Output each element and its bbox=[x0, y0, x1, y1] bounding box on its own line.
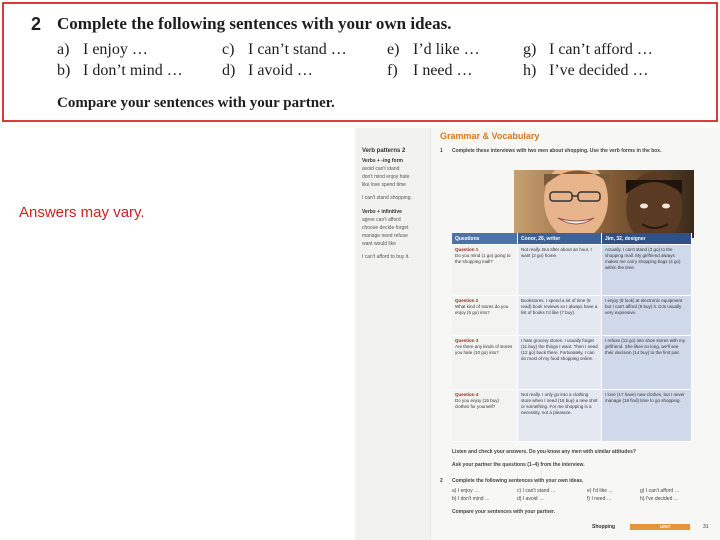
book-ex2-option: c) I can't stand … bbox=[517, 488, 556, 494]
jim-answer-cell: I enjoy (8 look) at electronic equipment but I can't afford (9 buy) it. DJs usually very expensive. bbox=[602, 296, 692, 336]
verb-box-line: avoid can't stand bbox=[362, 166, 400, 172]
option-text: I don’t mind … bbox=[83, 62, 183, 79]
question-text: Do you enjoy (15 buy) clothes for yourself? bbox=[455, 398, 500, 409]
question-title: Question 3 bbox=[455, 338, 479, 343]
jim-answer-cell: Actually, I can't stand (3 go) to the shopping mall. My girlfriend always makes me carry shopping bags (4 go) within the time. bbox=[602, 245, 692, 296]
question-title: Question 2 bbox=[455, 298, 479, 303]
question-cell bbox=[452, 336, 518, 390]
table-header-cell: Jim, 32, designer bbox=[602, 233, 692, 245]
book-ex2-option: g) I can't afford … bbox=[640, 488, 680, 494]
answers-note: Answers may vary. bbox=[19, 204, 145, 221]
option-letter: h) bbox=[523, 62, 537, 79]
grammar-vocabulary-heading: Grammar & Vocabulary bbox=[440, 131, 540, 141]
photo-two-men bbox=[514, 170, 694, 238]
verb-box-line: choose decide forget bbox=[362, 225, 409, 231]
verb-box-line: agree can't afford bbox=[362, 217, 401, 223]
question-title: Question 4 bbox=[455, 392, 479, 397]
verb-box-line: I can't stand shopping. bbox=[362, 195, 412, 201]
option-letter: d) bbox=[222, 62, 236, 79]
book-exercise-1-number: 1 bbox=[440, 148, 443, 154]
interview-table bbox=[452, 233, 692, 442]
question-cell bbox=[452, 296, 518, 336]
verb-box-line: want would like bbox=[362, 241, 396, 247]
table-row bbox=[452, 296, 692, 336]
verb-box-line: manage need refuse bbox=[362, 233, 408, 239]
exercise-number: 2 bbox=[31, 14, 42, 34]
book-ex2-option: e) I'd like … bbox=[587, 488, 614, 494]
question-cell bbox=[452, 245, 518, 296]
verb-box-title: Verb patterns 2 bbox=[362, 148, 406, 154]
option-letter: a) bbox=[57, 41, 70, 58]
table-header-row bbox=[452, 233, 692, 245]
footer-page-number: 31 bbox=[703, 524, 709, 530]
verb-box-line: I can't afford to buy it. bbox=[362, 254, 410, 260]
verb-box-line: like love spend time bbox=[362, 182, 406, 188]
listen-instruction: Listen and check your answers. Do you know any men with similar attitudes? bbox=[452, 449, 636, 455]
option-text: I’ve decided … bbox=[549, 62, 649, 79]
book-ex2-compare: Compare your sentences with your partner. bbox=[452, 509, 556, 515]
book-ex2-option: b) I don't mind … bbox=[452, 496, 490, 502]
question-text: Are there any kinds of stores you hate (10 go) into? bbox=[455, 344, 513, 355]
option-text: I can’t stand … bbox=[248, 41, 347, 58]
option-e bbox=[387, 41, 480, 59]
book-exercise-2-text: Complete the following sentences with your own ideas. bbox=[452, 478, 584, 484]
conor-answer-cell: I hate grocery stores. I usually forget (11 buy) the things I want. Then I need (12 go) back there. Fortunately, I can do most of my food shopping online. bbox=[518, 336, 602, 390]
ask-instruction: Ask your partner the questions (1–4) from the interview. bbox=[452, 462, 585, 468]
book-ex2-option: d) I avoid … bbox=[517, 496, 544, 502]
table-row bbox=[452, 390, 692, 442]
question-text: What kind of stores do you enjoy (5 go) into? bbox=[455, 304, 509, 315]
option-text: I need … bbox=[413, 62, 473, 79]
footer-unit-label: UNIT bbox=[660, 524, 671, 529]
exercise-instruction: Complete the following sentences with your own ideas. bbox=[57, 14, 452, 33]
book-ex2-option: f) I need … bbox=[587, 496, 612, 502]
table-row bbox=[452, 245, 692, 296]
option-a bbox=[57, 41, 148, 59]
option-letter: f) bbox=[387, 62, 398, 79]
option-text: I enjoy … bbox=[83, 41, 148, 58]
exercise-box bbox=[2, 2, 718, 122]
jim-answer-cell: I love (17 have) new clothes, but I never manage (18 find) time to go shopping. bbox=[602, 390, 692, 442]
conor-answer-cell: Not really. But after about an hour, I want (2 go) home. bbox=[518, 245, 602, 296]
option-letter: b) bbox=[57, 62, 71, 79]
jim-answer-cell: I refuse (13 go) into shoe stores with my girlfriend. She likes so long, we'll see their decision (14 buy) to the first pair. bbox=[602, 336, 692, 390]
option-letter: c) bbox=[222, 41, 235, 58]
footer-section-name: Shopping bbox=[592, 524, 616, 530]
conor-answer-cell: Not really. I only go into a clothing store when I need (16 buy) a new shirt or something. For me shopping is a necessity, not a pleasure. bbox=[518, 390, 602, 442]
verb-box-line: don't mind enjoy hate bbox=[362, 174, 410, 180]
verb-box-line: Verbs + -ing form bbox=[362, 158, 403, 164]
option-d bbox=[222, 62, 313, 80]
book-ex2-option: h) I've decided … bbox=[640, 496, 679, 502]
conor-answer-cell: Bookstores. I spend a lot of time (6 read) book reviews so I always have a list of books I'd like (7 buy). bbox=[518, 296, 602, 336]
question-text: Do you mind (1 go) going to the shopping mall? bbox=[455, 253, 511, 264]
book-exercise-2-number: 2 bbox=[440, 478, 443, 484]
book-ex2-option: a) I enjoy … bbox=[452, 488, 479, 494]
option-b bbox=[57, 62, 183, 80]
option-c bbox=[222, 41, 347, 59]
table-header-cell: Conor, 26, writer bbox=[518, 233, 602, 245]
compare-instruction: Compare your sentences with your partner. bbox=[57, 95, 335, 111]
book-exercise-1-text: Complete these interviews with two men about shopping. Use the verb forms in the box. bbox=[452, 148, 662, 154]
option-f bbox=[387, 62, 473, 80]
interview-photo bbox=[514, 170, 694, 238]
book-page-left bbox=[355, 128, 435, 540]
question-title: Question 1 bbox=[455, 247, 479, 252]
question-cell bbox=[452, 390, 518, 442]
option-text: I’d like … bbox=[413, 41, 480, 58]
option-text: I avoid … bbox=[248, 62, 313, 79]
table-row bbox=[452, 336, 692, 390]
option-text: I can’t afford … bbox=[549, 41, 653, 58]
table-header-cell: Questions bbox=[452, 233, 518, 245]
verb-box-line: Verbs + infinitive bbox=[362, 209, 402, 215]
option-h bbox=[523, 62, 649, 80]
option-g bbox=[523, 41, 653, 59]
option-letter: e) bbox=[387, 41, 400, 58]
option-letter: g) bbox=[523, 41, 537, 58]
